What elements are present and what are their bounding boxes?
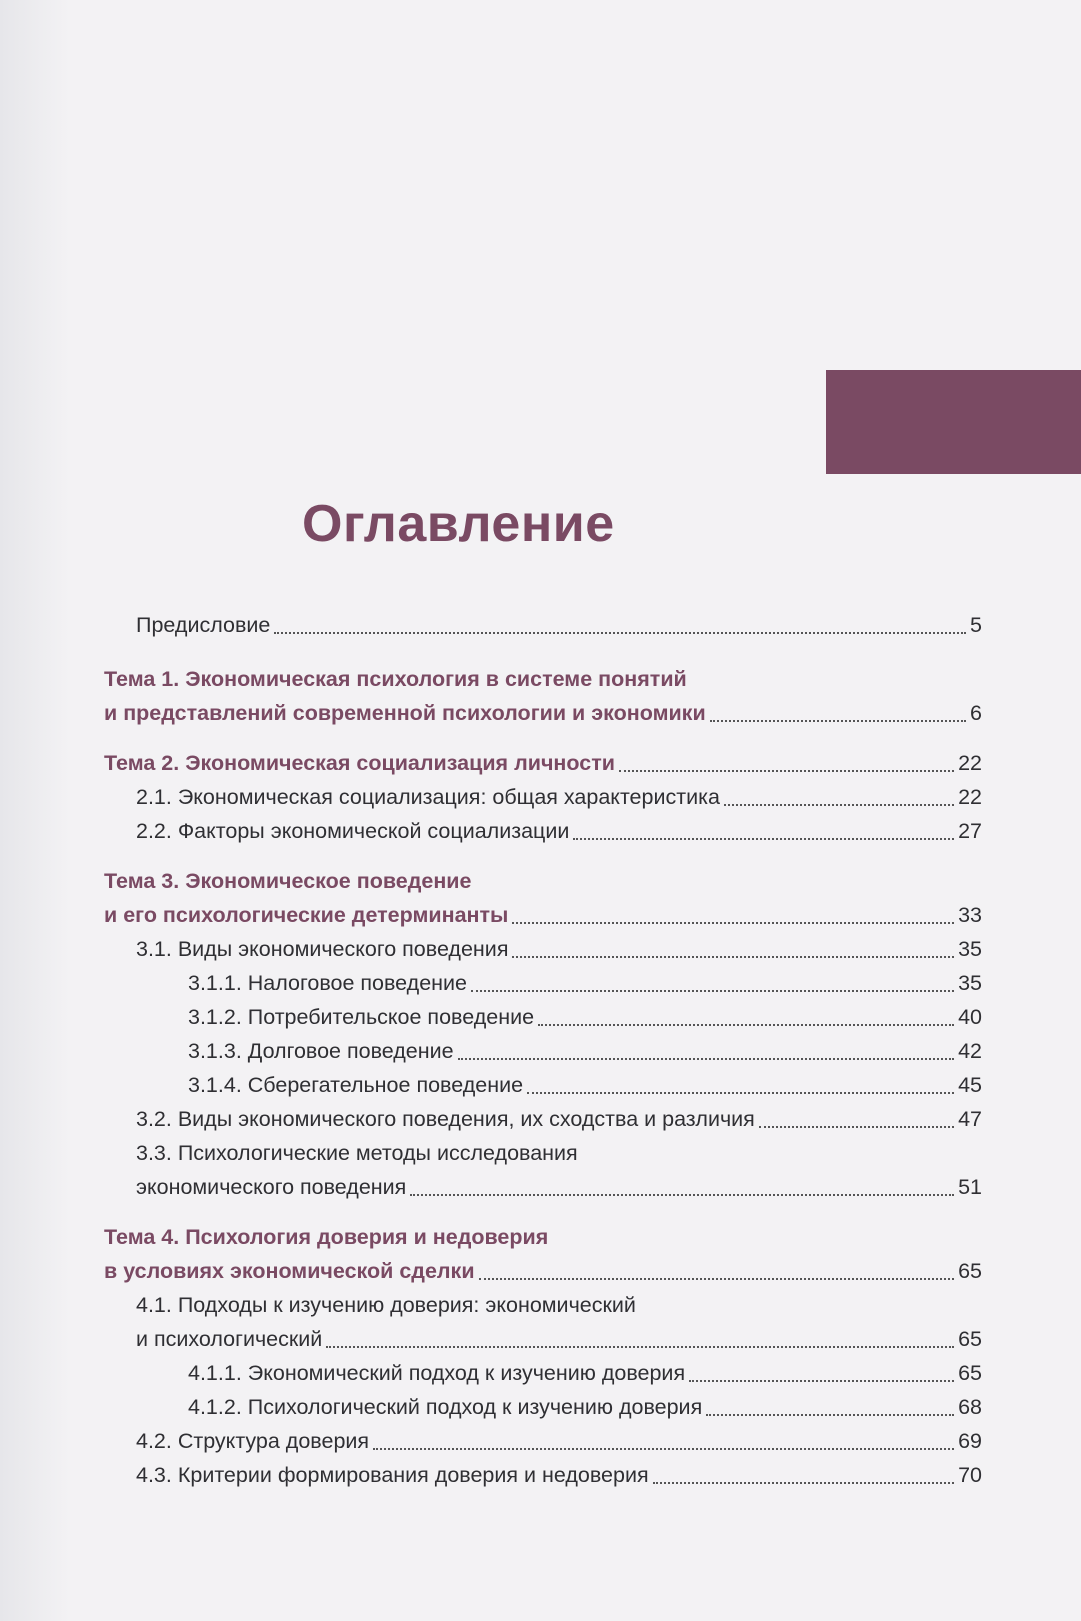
- toc-entry-2-2[interactable]: [104, 814, 982, 848]
- dot-leader: [759, 1126, 954, 1128]
- toc-entry-label: 4.3. Критерии формирования доверия и недоверия: [136, 1463, 649, 1487]
- toc-page-number: 6: [970, 701, 982, 725]
- toc-page-number: 35: [958, 971, 982, 995]
- toc-entry-4-3[interactable]: [104, 1458, 982, 1492]
- toc-entry-4-1-2[interactable]: [104, 1390, 982, 1424]
- dot-leader: [471, 990, 954, 992]
- dot-leader: [689, 1380, 954, 1382]
- toc-entry-topic-3[interactable]: [104, 864, 982, 932]
- page-title: Оглавление: [302, 495, 615, 553]
- toc-entry-topic-4[interactable]: [104, 1220, 982, 1288]
- toc-page-number: 65: [958, 1361, 982, 1385]
- dot-leader: [538, 1024, 954, 1026]
- toc-page-number: 33: [958, 903, 982, 927]
- toc-entry-label: 2.1. Экономическая социализация: общая характеристика: [136, 785, 720, 809]
- toc-entry-3-3[interactable]: [104, 1136, 982, 1204]
- toc-entry-label: 4.1.1. Экономический подход к изучению доверия: [188, 1361, 686, 1385]
- toc-entry-4-1-1[interactable]: [104, 1356, 982, 1390]
- dot-leader: [619, 770, 954, 772]
- toc-entry-label: 4.1.2. Психологический подход к изучению доверия: [188, 1395, 703, 1419]
- toc-page-number: 69: [958, 1429, 982, 1453]
- dot-leader: [527, 1092, 954, 1094]
- toc-entry-label: 2.2. Факторы экономической социализации: [136, 819, 570, 843]
- dot-leader: [274, 632, 966, 634]
- toc-entry-label: 3.2. Виды экономического поведения, их сходства и различия: [136, 1107, 755, 1131]
- toc-entry-label-line1: 3.3. Психологические методы исследования: [136, 1141, 578, 1165]
- dot-leader: [479, 1278, 955, 1280]
- toc-entry-label: 3.1.4. Сберегательное поведение: [188, 1073, 524, 1097]
- toc-page-number: 22: [958, 751, 982, 775]
- toc-entry-label: в условиях экономической сделки: [104, 1259, 475, 1283]
- toc-entry-label: 3.1.3. Долговое поведение: [188, 1039, 454, 1063]
- toc-entry-3-1[interactable]: [104, 932, 982, 966]
- toc-entry-3-1-3[interactable]: [104, 1034, 982, 1068]
- dot-leader: [458, 1058, 954, 1060]
- toc-page-number: 45: [958, 1073, 982, 1097]
- toc-entry-label: 3.1. Виды экономического поведения: [136, 937, 509, 961]
- toc-entry-topic-2[interactable]: [104, 746, 982, 780]
- toc-entry-label: Предисловие: [136, 613, 271, 637]
- dot-leader: [724, 804, 954, 806]
- dot-leader: [410, 1194, 954, 1196]
- dot-leader: [710, 720, 966, 722]
- toc-entry-label: 3.1.1. Налоговое поведение: [188, 971, 467, 995]
- toc-entry-3-1-1[interactable]: [104, 966, 982, 1000]
- toc-entry-label-line1: 4.1. Подходы к изучению доверия: экономический: [136, 1293, 636, 1317]
- toc-entry-label-line1: Тема 4. Психология доверия и недоверия: [104, 1225, 549, 1249]
- toc-entry-3-1-2[interactable]: [104, 1000, 982, 1034]
- toc-entry-3-2[interactable]: [104, 1102, 982, 1136]
- page-edge-shade: [0, 0, 70, 1621]
- dot-leader: [653, 1482, 954, 1484]
- toc-entry-label: и психологический: [136, 1327, 323, 1351]
- dot-leader: [512, 956, 954, 958]
- toc-page-number: 27: [958, 819, 982, 843]
- toc-entry-label-line1: Тема 3. Экономическое поведение: [104, 869, 472, 893]
- toc-page-number: 40: [958, 1005, 982, 1029]
- toc-page-number: 65: [958, 1259, 982, 1283]
- toc-page-number: 70: [958, 1463, 982, 1487]
- dot-leader: [326, 1346, 954, 1348]
- dot-leader: [512, 922, 954, 924]
- dot-leader: [373, 1448, 954, 1450]
- dot-leader: [706, 1414, 954, 1416]
- toc-entry-label: и его психологические детерминанты: [104, 903, 509, 927]
- toc-page-number: 47: [958, 1107, 982, 1131]
- toc-entry-4-1[interactable]: [104, 1288, 982, 1356]
- toc-entry-label: экономического поведения: [136, 1175, 407, 1199]
- toc-page-number: 51: [958, 1175, 982, 1199]
- toc-entry-label-line1: Тема 1. Экономическая психология в системе понятий: [104, 667, 687, 691]
- toc-page-number: 68: [958, 1395, 982, 1419]
- toc-entry-2-1[interactable]: [104, 780, 982, 814]
- toc-page-number: 5: [970, 613, 982, 637]
- toc-page-number: 42: [958, 1039, 982, 1063]
- corner-color-tab: [826, 370, 1081, 474]
- toc-page-number: 22: [958, 785, 982, 809]
- toc-entry-3-1-4[interactable]: [104, 1068, 982, 1102]
- toc-entry-label: Тема 2. Экономическая социализация личности: [104, 751, 615, 775]
- toc-entry-topic-1[interactable]: [104, 662, 982, 730]
- toc-entry-label: 3.1.2. Потребительское поведение: [188, 1005, 535, 1029]
- toc-entry-4-2[interactable]: [104, 1424, 982, 1458]
- toc-page-number: 35: [958, 937, 982, 961]
- table-of-contents: [104, 608, 982, 1492]
- dot-leader: [573, 838, 954, 840]
- toc-entry-label: и представлений современной психологии и экономики: [104, 701, 706, 725]
- toc-entry-label: 4.2. Структура доверия: [136, 1429, 370, 1453]
- toc-page-number: 65: [958, 1327, 982, 1351]
- toc-entry-preface[interactable]: [104, 608, 982, 642]
